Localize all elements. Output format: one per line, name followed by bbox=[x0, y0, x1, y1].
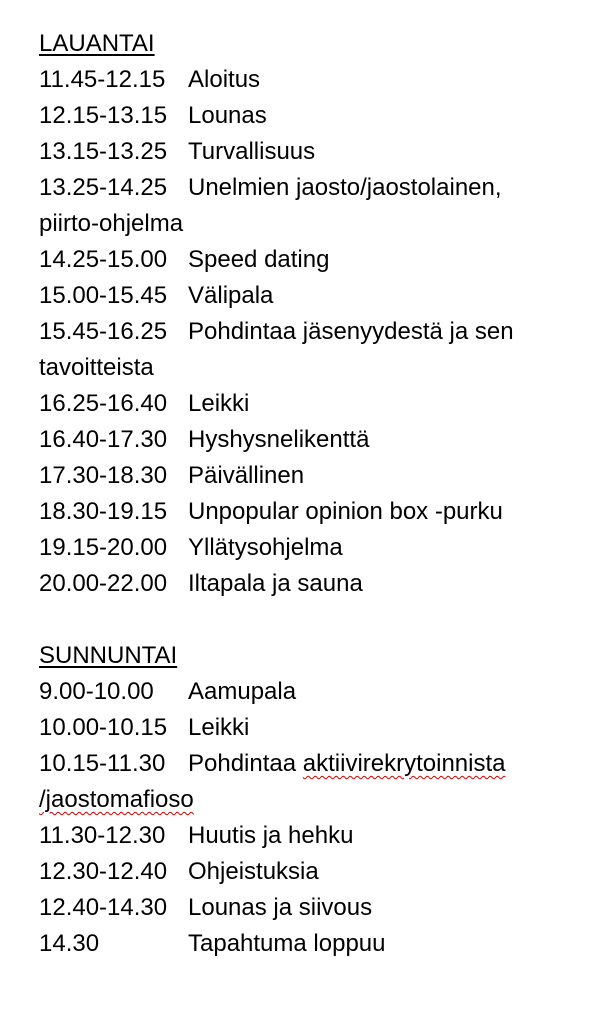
schedule-row bbox=[39, 278, 584, 314]
time-slot: 17.30-18.30 bbox=[39, 462, 168, 489]
time-slot: 11.30-12.30 bbox=[39, 822, 166, 849]
schedule-row bbox=[39, 314, 584, 350]
activity: Huutis ja hehku bbox=[188, 822, 354, 849]
schedule-row bbox=[39, 242, 584, 278]
schedule-row bbox=[39, 422, 584, 458]
time-slot: 20.00-22.00 bbox=[39, 570, 168, 597]
activity: Turvallisuus bbox=[188, 138, 316, 165]
activity: Lounas ja siivous bbox=[188, 894, 373, 921]
time-slot: 12.15-13.15 bbox=[39, 102, 168, 129]
activity: Hyshysnelikenttä bbox=[188, 426, 370, 453]
schedule-document bbox=[39, 26, 584, 962]
time-slot: 15.00-15.45 bbox=[39, 282, 168, 309]
saturday-heading: LAUANTAI bbox=[39, 30, 155, 57]
time-slot: 18.30-19.15 bbox=[39, 498, 168, 525]
activity: Lounas bbox=[188, 102, 267, 129]
time-slot: 15.45-16.25 bbox=[39, 318, 168, 345]
activity: Aloitus bbox=[188, 66, 261, 93]
sunday-heading: SUNNUNTAI bbox=[39, 642, 178, 669]
time-slot: 14.25-15.00 bbox=[39, 246, 168, 273]
activity: Päivällinen bbox=[188, 462, 305, 489]
schedule-row bbox=[39, 530, 584, 566]
time-slot: 10.00-10.15 bbox=[39, 714, 168, 741]
schedule-row bbox=[39, 62, 584, 98]
activity: Tapahtuma loppuu bbox=[188, 930, 386, 957]
time-slot: 13.25-14.25 bbox=[39, 174, 168, 201]
time-slot: 13.15-13.25 bbox=[39, 138, 168, 165]
activity-continuation: tavoitteista bbox=[39, 354, 154, 381]
schedule-row bbox=[39, 566, 584, 602]
time-slot: 10.15-11.30 bbox=[39, 750, 166, 777]
schedule-row bbox=[39, 386, 584, 422]
time-slot: 16.40-17.30 bbox=[39, 426, 168, 453]
activity: Yllätysohjelma bbox=[188, 534, 343, 561]
activity: Aamupala bbox=[188, 678, 297, 705]
activity-continuation: piirto-ohjelma bbox=[39, 210, 184, 237]
time-slot: 19.15-20.00 bbox=[39, 534, 168, 561]
schedule-row bbox=[39, 98, 584, 134]
time-slot: 9.00-10.00 bbox=[39, 678, 154, 705]
schedule-row bbox=[39, 854, 584, 890]
schedule-row bbox=[39, 926, 584, 962]
time-slot: 14.30 bbox=[39, 930, 100, 957]
time-slot: 16.25-16.40 bbox=[39, 390, 168, 417]
activity-continuation bbox=[39, 782, 584, 818]
activity: Leikki bbox=[188, 390, 250, 417]
activity: Ohjeistuksia bbox=[188, 858, 319, 885]
schedule-row bbox=[39, 134, 584, 170]
time-slot: 12.40-14.30 bbox=[39, 894, 168, 921]
time-slot: 11.45-12.15 bbox=[39, 66, 166, 93]
schedule-row bbox=[39, 170, 584, 206]
section-spacer bbox=[39, 602, 584, 638]
activity: Speed dating bbox=[188, 246, 330, 273]
activity: Unpopular opinion box -purku bbox=[188, 498, 503, 525]
activity: Välipala bbox=[188, 282, 274, 309]
time-slot: 12.30-12.40 bbox=[39, 858, 168, 885]
activity: Iltapala ja sauna bbox=[188, 570, 363, 597]
schedule-row bbox=[39, 890, 584, 926]
activity: Pohdintaa jäsenyydestä ja sen bbox=[188, 318, 514, 345]
schedule-row bbox=[39, 494, 584, 530]
spellcheck-flagged-word: /jaostomafioso bbox=[39, 786, 194, 813]
spellcheck-flagged-word: aktiivirekrytoinnista bbox=[302, 750, 506, 777]
activity: Leikki bbox=[188, 714, 250, 741]
schedule-row bbox=[39, 818, 584, 854]
schedule-row bbox=[39, 458, 584, 494]
schedule-row bbox=[39, 746, 584, 782]
activity-prefix: Pohdintaa bbox=[188, 750, 297, 777]
activity: Unelmien jaosto/jaostolainen, bbox=[188, 174, 502, 201]
schedule-row bbox=[39, 674, 584, 710]
activity bbox=[188, 746, 506, 782]
schedule-row bbox=[39, 710, 584, 746]
